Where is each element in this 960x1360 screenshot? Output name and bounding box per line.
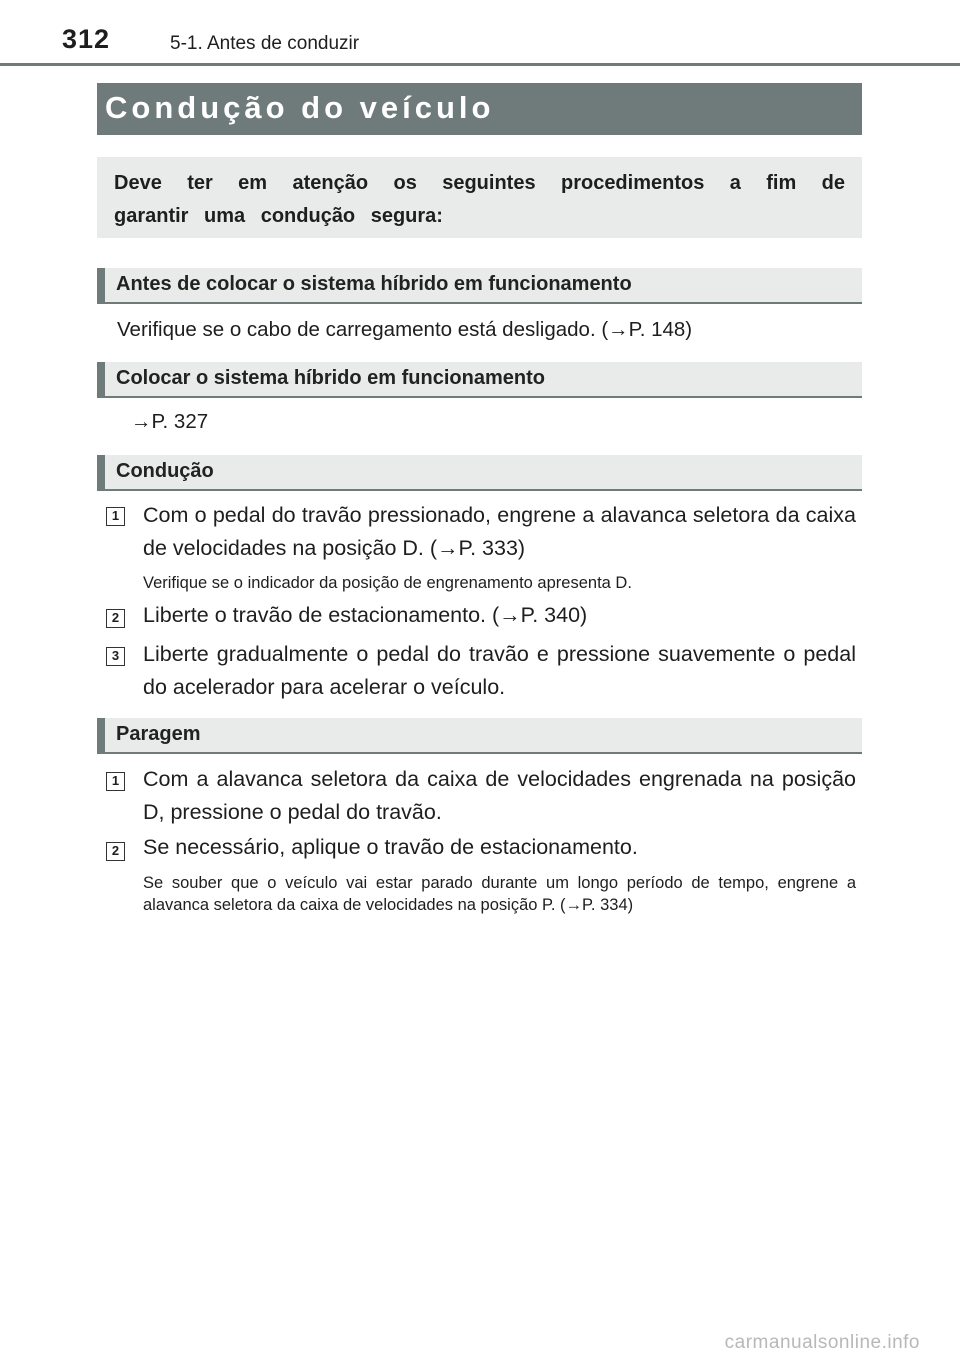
section-heading-label: Paragem: [116, 723, 201, 745]
step-text: Se necessário, aplique o travão de estacionamento.: [143, 835, 638, 859]
section-heading-start: [97, 362, 862, 398]
header-rule: [0, 63, 960, 66]
section-heading-label: Colocar o sistema híbrido em funcionamento: [116, 367, 545, 389]
section-heading-driving: [97, 455, 862, 491]
start-reference: →P. 327: [131, 410, 209, 433]
step-number-badge: 3: [106, 647, 125, 666]
watermark: carmanualsonline.info: [724, 1332, 920, 1353]
before-start-text: Verifique se o cabo de carregamento está desligado. (→P. 148): [117, 318, 693, 341]
step-number-badge: 1: [106, 507, 125, 526]
step-text: Com o pedal do travão pressionado, engrene a alavanca seletora da caixa de velocidades na posição D. (→P. 333): [143, 503, 856, 560]
section-heading-stopping: [97, 718, 862, 754]
step-text: Liberte o travão de estacionamento. (→P. 340): [143, 603, 588, 627]
step-number-badge: 2: [106, 609, 125, 628]
step-note: Se souber que o veículo vai estar parado durante um longo período de tempo, engrene a alavanca seletora da caixa de velocidades na posição P. (→P. 334): [143, 874, 856, 914]
page-title: Condução do veículo: [105, 90, 495, 125]
intro-text: Deve ter em atenção os seguintes procedimentos a fim de garantir uma condução segura:: [114, 172, 845, 227]
step-text: Com a alavanca seletora da caixa de velocidades engrenada na posição D, pressione o pedal do travão.: [143, 767, 856, 824]
intro-box: [97, 157, 862, 238]
running-head: 5-1. Antes de conduzir: [170, 33, 360, 54]
step-number-badge: 2: [106, 842, 125, 861]
title-bar: [97, 83, 862, 135]
section-heading-label: Antes de colocar o sistema híbrido em funcionamento: [116, 273, 632, 295]
step-note: Verifique se o indicador da posição de engrenamento apresenta D.: [143, 574, 632, 592]
section-heading-before-start: [97, 268, 862, 304]
step-text: Liberte gradualmente o pedal do travão e pressione suavemente o pedal do acelerador para acelerar o veículo.: [143, 642, 856, 699]
section-heading-label: Condução: [116, 460, 214, 482]
step-number-badge: 1: [106, 772, 125, 791]
page-number: 312: [62, 24, 111, 54]
